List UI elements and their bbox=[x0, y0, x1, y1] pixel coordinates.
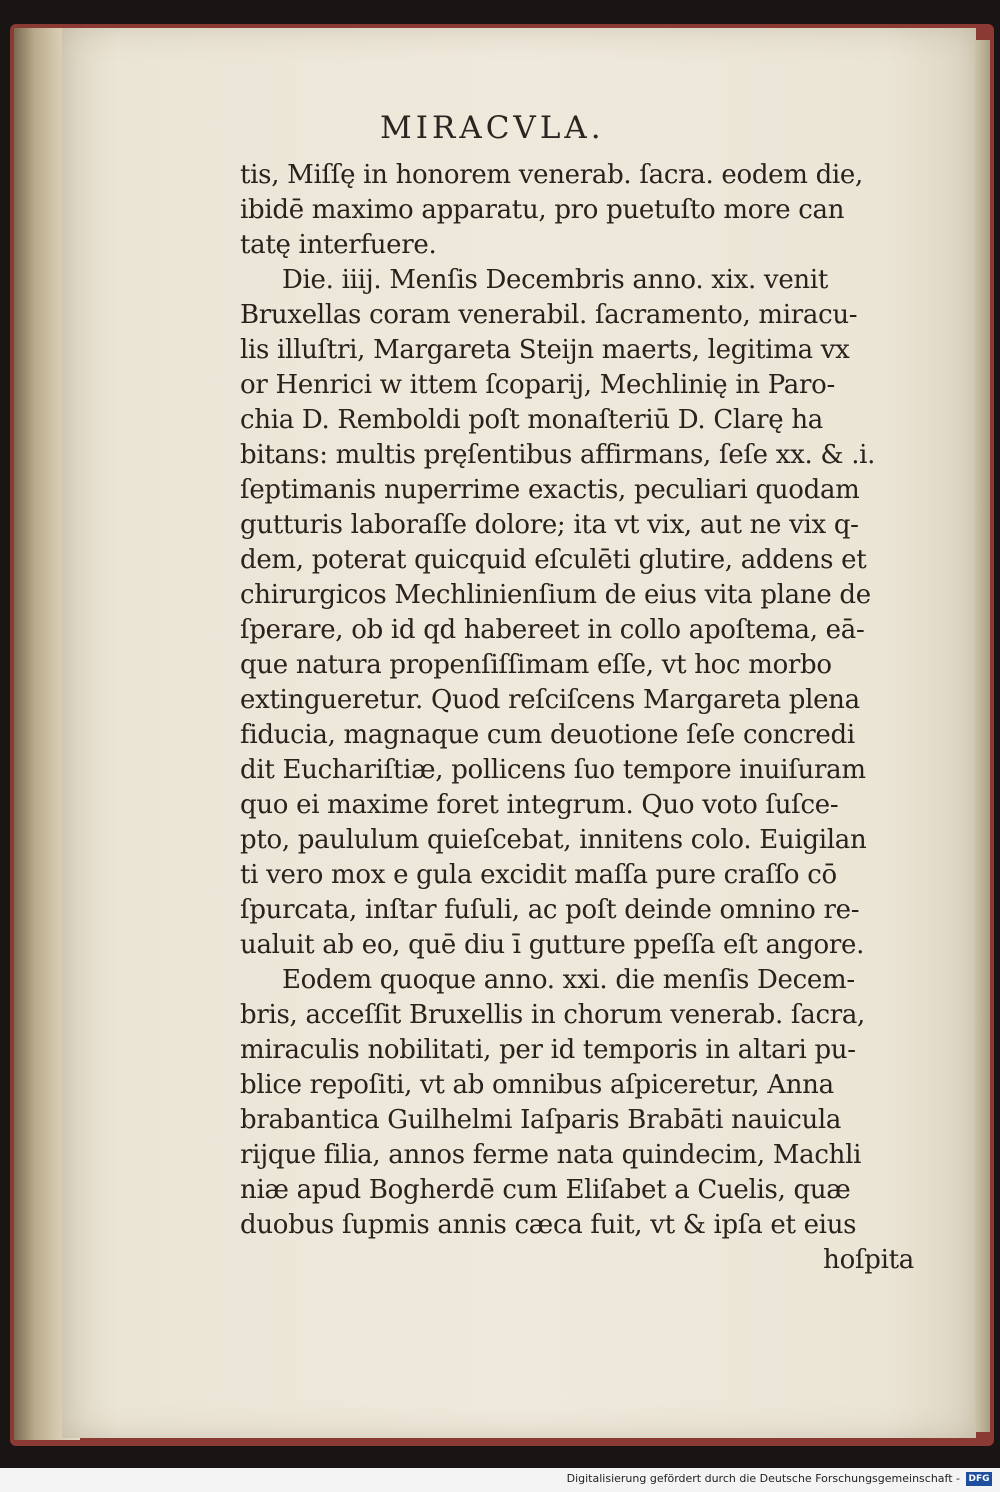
text-line: ſpurcata, inſtar fuſuli, ac poſt deinde omnino re- bbox=[240, 895, 860, 925]
footer-credit-bar bbox=[0, 1468, 1000, 1492]
text-line: dit Euchariſtiæ, pollicens ſuo tempore inuiſuram bbox=[240, 755, 866, 785]
text-line: lis illuſtri, Margareta Steijn maerts, legitima vx bbox=[240, 335, 850, 365]
text-line: ualuit ab eo, quē diu ī gutture ppeſſa eſt angore. bbox=[240, 930, 865, 960]
text-line: blice repoſiti, vt ab omnibus aſpiceretur, Anna bbox=[240, 1070, 834, 1100]
text-line: bris, acceſſit Bruxellis in chorum venerab. ſacra, bbox=[240, 1000, 865, 1030]
paragraph-start-line: Eodem quoque anno. xxi. die menſis Decem- bbox=[282, 965, 855, 995]
text-line: bitans: multis pręſentibus affirmans, ſeſe xx. & .i. bbox=[240, 440, 876, 470]
paragraph-start-line: Die. iiij. Menſis Decembris anno. xix. venit bbox=[282, 265, 829, 295]
text-line: rijque filia, annos ferme nata quindecim, Machli bbox=[240, 1140, 862, 1170]
text-line: ibidē maximo apparatu, pro puetuſto more can bbox=[240, 195, 845, 225]
text-block bbox=[240, 158, 940, 1278]
text-line: extingueretur. Quod reſciſcens Margareta plena bbox=[240, 685, 860, 715]
text-line: fiducia, magnaque cum deuotione ſeſe concredi bbox=[240, 720, 855, 750]
text-line: pto, paululum quieſcebat, innitens colo. Euigilan bbox=[240, 825, 867, 855]
text-line: miraculis nobilitati, per id temporis in altari pu- bbox=[240, 1035, 856, 1065]
text-line: brabantica Guilhelmi Iaſparis Brabāti nauicula bbox=[240, 1105, 842, 1135]
text-line: dem, poterat quicquid eſculēti glutire, addens et bbox=[240, 545, 867, 575]
text-line: gutturis laboraſſe dolore; ita vt vix, aut ne vix q- bbox=[240, 510, 859, 540]
text-line: chirurgicos Mechlinienſium de eius vita plane de bbox=[240, 580, 871, 610]
text-line: niæ apud Bogherdē cum Eliſabet a Cuelis, quæ bbox=[240, 1175, 851, 1205]
text-line: quo ei maxime foret integrum. Quo voto ſuſce- bbox=[240, 790, 839, 820]
text-line: ſeptimanis nuperrime exactis, peculiari quodam bbox=[240, 475, 860, 505]
text-line: tis, Miſſę in honorem venerab. ſacra. eodem die, bbox=[240, 160, 863, 190]
text-line: duobus ſupmis annis cæca fuit, vt & ipſa et eius bbox=[240, 1210, 857, 1240]
running-head: MIRACVLA. bbox=[380, 110, 605, 146]
dfg-logo: DFG bbox=[966, 1472, 992, 1486]
text-line: Bruxellas coram venerabil. ſacramento, miracu- bbox=[240, 300, 858, 330]
text-line: ſperare, ob id qd habereet in collo apoſtema, eā- bbox=[240, 615, 865, 645]
text-line: que natura propenſiſſimam eſſe, vt hoc morbo bbox=[240, 650, 832, 680]
text-line: ti vero mox e gula excidit maſſa pure craſſo cō bbox=[240, 860, 837, 890]
text-line: tatę interfuere. bbox=[240, 230, 437, 260]
text-line: chia D. Remboldi poſt monaſteriū D. Clarę ha bbox=[240, 405, 823, 435]
page-fore-edge bbox=[974, 40, 990, 1432]
credit-text: Digitalisierung gefördert durch die Deutsche Forschungsgemeinschaft - bbox=[566, 1472, 960, 1485]
catchword: hoſpita bbox=[823, 1245, 914, 1275]
text-line: or Henrici w ittem ſcoparij, Mechlinię in Paro- bbox=[240, 370, 835, 400]
